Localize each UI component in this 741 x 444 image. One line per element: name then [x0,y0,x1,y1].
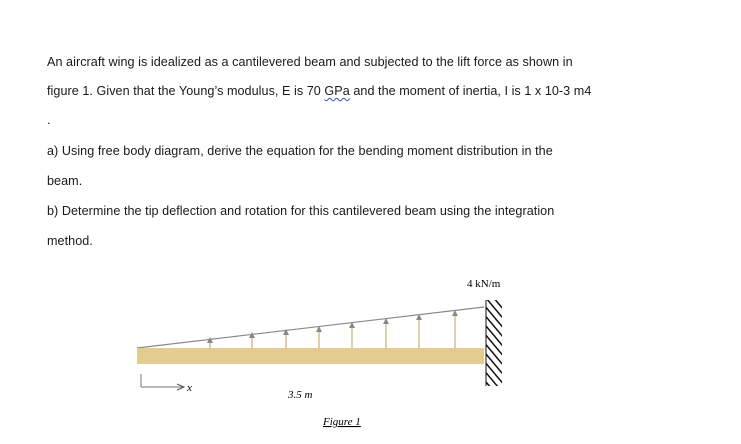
beam-length-label: 3.5 m [288,389,313,401]
load-arrow [316,326,322,348]
load-arrow [383,318,389,348]
load-arrow [283,329,289,348]
load-magnitude-label: 4 kN/m [467,278,501,290]
problem-statement-line-1: An aircraft wing is idealized as a cantilevered beam and subjected to the lift force as shown in [47,55,573,69]
load-arrow [416,314,422,348]
question-b-line-2: method. [47,234,93,248]
load-arrow [349,322,355,348]
problem-statement-text-b: and the moment of inertia, I is 1 x 10-3 m4 [349,84,592,98]
problem-statement-text-a: figure 1. Given that the Young’s modulus, E is 70 [47,84,325,98]
x-axis-label: x [187,382,192,394]
load-arrow [452,310,458,348]
question-a-line-2: beam. [47,174,83,188]
question-b-line-1: b) Determine the tip deflection and rotation for this cantilevered beam using the integration [47,204,555,218]
figure-caption: Figure 1 [323,416,361,428]
distributed-load-line [137,307,484,348]
fixed-wall-support [486,300,502,386]
x-axis-arrow [141,374,184,390]
stray-period: . [47,113,51,127]
question-a-line-1: a) Using free body diagram, derive the equation for the bending moment distribution in the [47,144,553,158]
cantilever-beam [137,348,484,364]
gpa-unit-spellcheck: GPa [324,84,350,98]
